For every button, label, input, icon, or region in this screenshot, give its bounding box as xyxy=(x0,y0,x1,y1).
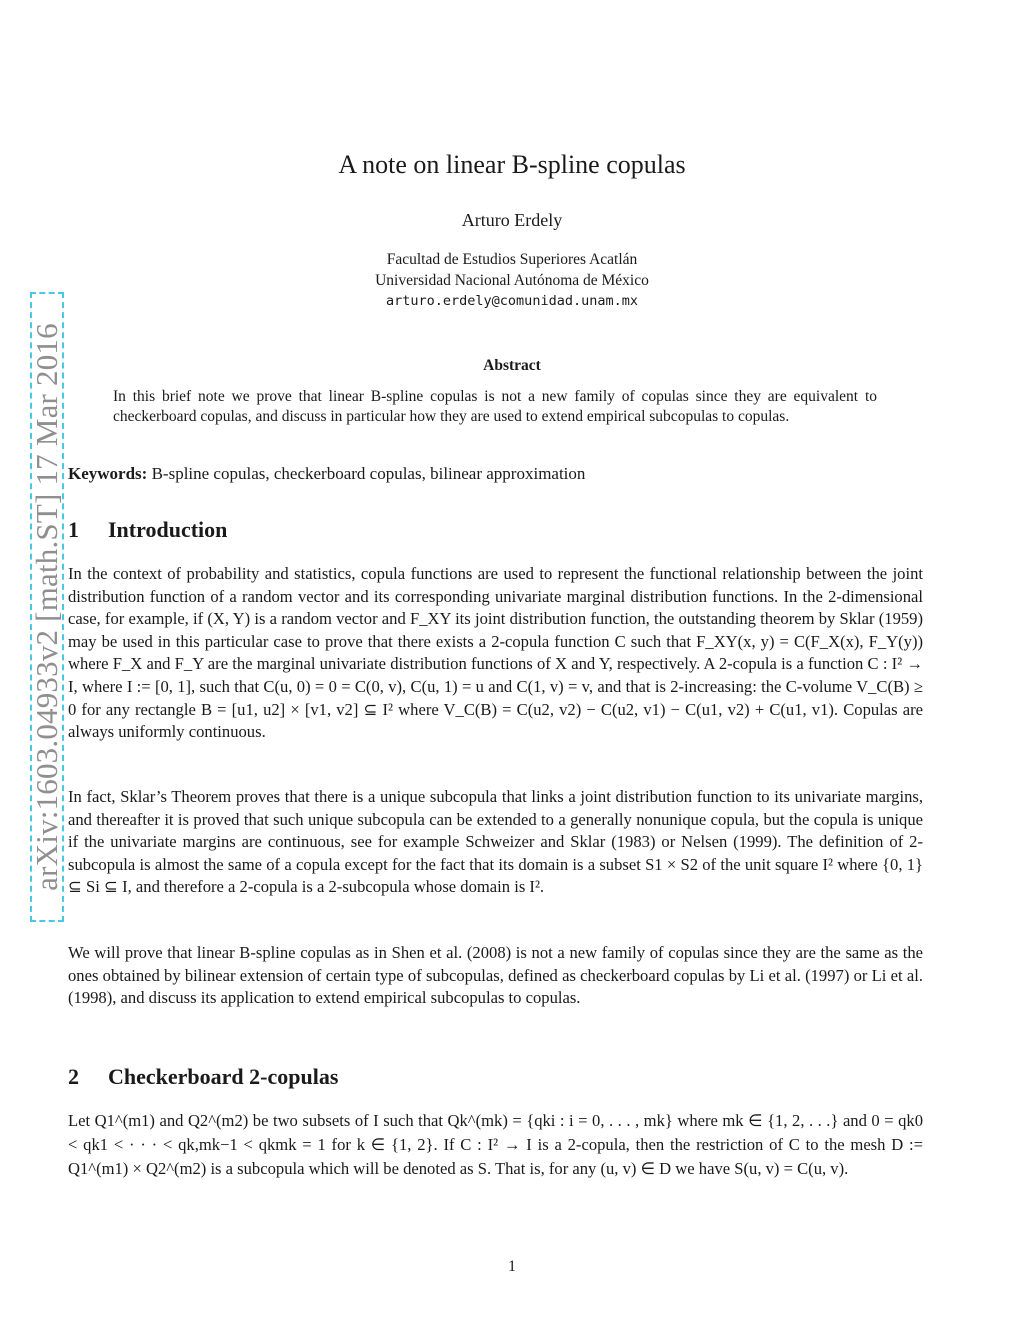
arxiv-stamp[interactable]: arXiv:1603.04933v2 [math.ST] 17 Mar 2016 xyxy=(29,323,64,891)
paragraph-intro-3: We will prove that linear B-spline copulas as in Shen et al. (2008) is not a new family of copulas since they are the same as the ones obtained by bilinear extension of certain type of subcopulas, defined as checkerboard copulas by Li et al. (1997) or Li et al. (1998), and discuss its application to extend empirical subcopulas to copulas. xyxy=(68,943,923,1008)
section-number: 1 xyxy=(68,517,79,542)
section-title: Introduction xyxy=(108,517,228,542)
keywords-label: Keywords: xyxy=(68,464,148,483)
paper-title: A note on linear B-spline copulas xyxy=(338,150,686,179)
paragraph-intro-1: In the context of probability and statistics, copula functions are used to represent the functional relationship between the joint distribution function of a random vector and its corresponding univariate marginal distribution functions. In the 2-dimensional case, for example, if (X, Y) is a random vector and F_XY its joint distribution function, the outstanding theorem by Sklar (1959) may be used in this particular case to prove that there exists a 2-copula function C such that F_XY(x, y) = C(F_X(x), F_Y(y)) where F_X and F_Y are the marginal univariate distribution functions of X and Y, respectively. A 2-copula is a function C : I² → I, where I := [0, 1], such that C(u, 0) = 0 = C(0, v), C(u, 1) = u and C(1, v) = v, and that is 2-increasing: the C-volume V_C(B) ≥ 0 for any rectangle B = [u1, u2] × [v1, v2] ⊆ I² where V_C(B) = C(u2, v2) − C(u2, v1) − C(u1, v2) + C(u1, v1). Copulas are always uniformly continuous. xyxy=(68,564,923,742)
affiliation-line-1: Facultad de Estudios Superiores Acatlán xyxy=(386,251,638,268)
affiliation xyxy=(0,249,1024,312)
abstract-body: In this brief note we prove that linear B-spline copulas is not a new family of copulas since they are equivalent to checkerboard copulas, and discuss in particular how they are used to extend empirical subcopulas to copulas. xyxy=(113,388,877,426)
affiliation-line-2: Universidad Nacional Autónoma de México xyxy=(375,272,649,289)
paragraph-intro-2: In fact, Sklar’s Theorem proves that there is a unique subcopula that links a joint distribution function to its univariate margins, and thereafter it is proved that such unique subcopula can be extended to a generally nonunique copula, but the copula is unique if the univariate margins are continuous, see for example Schweizer and Sklar (1983) or Nelsen (1999). The definition of 2-subcopula is almost the same of a copula except for the fact that its domain is a subset S1 × S2 of the unit square I² where {0, 1} ⊆ Si ⊆ I, and therefore a 2-copula is a 2-subcopula whose domain is I². xyxy=(68,787,923,897)
author-name: Arturo Erdely xyxy=(461,210,563,230)
abstract-heading: Abstract xyxy=(483,357,541,374)
section-heading-introduction xyxy=(68,517,227,543)
author-email[interactable]: arturo.erdely@comunidad.unam.mx xyxy=(386,293,638,309)
page-number: 1 xyxy=(508,1258,516,1275)
keywords xyxy=(68,464,585,484)
paragraph-checkerboard-1: Let Q1^(m1) and Q2^(m2) be two subsets of I such that Qk^(mk) = {qki : i = 0, . . . , mk} where mk ∈ {1, 2, . . .} and 0 = qk0 < qk1 < · · · < qk,mk−1 < qkmk = 1 for k ∈ {1, 2}. If C : I² → I is a 2-copula, then the restriction of C to the mesh D := Q1^(m1) × Q2^(m2) is a subcopula which will be denoted as S. That is, for any (u, v) ∈ D we have S(u, v) = C(u, v). xyxy=(68,1111,923,1178)
section-number: 2 xyxy=(68,1064,79,1089)
keywords-text: B-spline copulas, checkerboard copulas, bilinear approximation xyxy=(151,464,586,483)
section-heading-checkerboard xyxy=(68,1064,338,1090)
section-title: Checkerboard 2-copulas xyxy=(108,1064,339,1089)
